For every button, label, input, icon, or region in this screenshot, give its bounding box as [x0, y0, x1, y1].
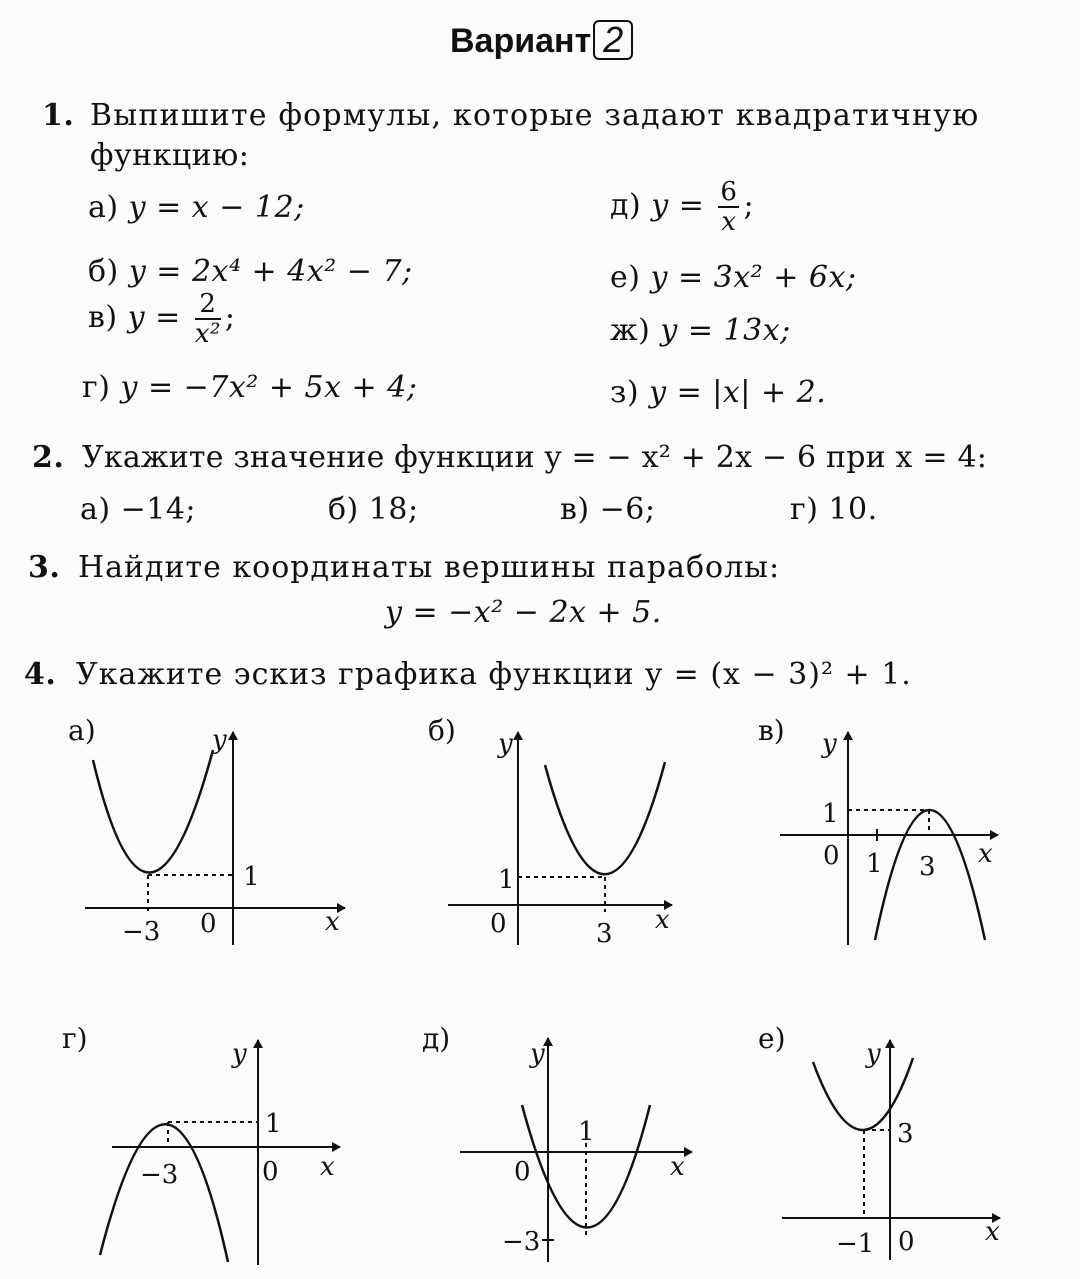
graph-a-tick-x: −3: [122, 917, 161, 947]
graph-d: [422, 1022, 692, 1262]
graph-g: [62, 1022, 340, 1265]
fraction: $\frac{6}{x}$: [720, 177, 738, 237]
parabola: [545, 762, 665, 874]
graph-b-label: б): [428, 714, 456, 747]
q1-text-line1: Выпишите формулы, которые задают квадратичную: [90, 98, 980, 133]
graph-b: [428, 714, 672, 949]
parabola: [100, 1124, 228, 1262]
graph-d-origin: 0: [514, 1157, 531, 1187]
q1-option-e: е) y = 3x² + 6x;: [610, 260, 857, 295]
title-number-box: 2: [593, 20, 633, 60]
q2-option-v: в) −6;: [560, 492, 656, 527]
graph-v-origin: 0: [823, 841, 840, 871]
graph-b-ylabel: y: [498, 729, 513, 759]
graph-b-tick-x: 3: [596, 919, 613, 949]
q2-text: Укажите значение функции y = − x² + 2x − 6 при x = 4:: [82, 440, 988, 475]
graph-a-ylabel: y: [212, 725, 227, 755]
parabola: [93, 750, 213, 873]
graph-d-tick-y: −3: [502, 1227, 541, 1257]
q1-option-v: в) y = $\frac{2}{\text{x²}}$ ;: [88, 289, 236, 349]
graph-e-origin: 0: [898, 1227, 915, 1257]
title-prefix: Вариант: [450, 22, 592, 60]
graph-b-xlabel: x: [655, 905, 670, 935]
q3-text: Найдите координаты вершины параболы:: [78, 550, 781, 585]
q1-option-a: а) y = x − 12;: [88, 190, 305, 225]
q1-number: 1.: [42, 98, 75, 133]
graph-g-ylabel: y: [232, 1039, 247, 1069]
graph-a-xlabel: x: [325, 907, 340, 937]
q1-option-zh: ж) y = 13x;: [610, 313, 791, 348]
graph-a: [68, 714, 345, 947]
graph-d-tick-x: 1: [578, 1117, 595, 1147]
graph-a-label: а): [68, 714, 96, 747]
q4-text: Укажите эскиз графика функции y = (x − 3)² + 1.: [76, 657, 912, 692]
graph-v-tick-x1: 1: [866, 849, 883, 879]
graph-e-tick-y: 3: [897, 1119, 914, 1149]
q2-option-b: б) 18;: [328, 492, 419, 527]
graph-v-label: в): [758, 714, 785, 747]
graph-v-tick-y: 1: [822, 799, 839, 829]
graph-e-xlabel: x: [985, 1217, 1000, 1247]
graph-v-tick-x2: 3: [919, 852, 936, 882]
graph-v-ylabel: y: [822, 729, 837, 759]
graph-d-ylabel: y: [530, 1039, 545, 1069]
graph-g-tick-y: 1: [265, 1109, 282, 1139]
graph-e: [758, 1022, 1000, 1260]
q3-formula: y = −x² − 2x + 5.: [385, 595, 662, 630]
q4-number: 4.: [24, 657, 57, 692]
graph-e-label: е): [758, 1022, 786, 1055]
q2-option-a: а) −14;: [80, 492, 197, 527]
q2-option-g: г) 10.: [790, 492, 878, 527]
graph-v-xlabel: x: [978, 839, 993, 869]
fraction: $\frac{2}{\text{x²}}$: [194, 289, 221, 349]
graph-g-tick-x: −3: [140, 1160, 179, 1190]
graph-g-label: г): [62, 1022, 88, 1055]
graph-d-xlabel: x: [670, 1152, 685, 1182]
graph-a-tick-y: 1: [243, 862, 260, 892]
graph-e-tick-x: −1: [836, 1229, 875, 1259]
q3-number: 3.: [28, 550, 61, 585]
graph-v: [758, 714, 998, 945]
q1-option-d: д) y = $\frac{6}{x}$ ;: [610, 177, 755, 237]
q1-option-z: з) y = |x| + 2.: [610, 375, 827, 410]
graph-a-origin: 0: [200, 909, 217, 939]
graph-g-origin: 0: [262, 1157, 279, 1187]
q1-option-b: б) y = 2x⁴ + 4x² − 7;: [88, 254, 413, 289]
graph-b-origin: 0: [490, 909, 507, 939]
q1-option-g: г) y = −7x² + 5x + 4;: [82, 370, 418, 405]
graph-d-label: д): [422, 1022, 451, 1055]
q1-text-line2: функцию:: [90, 138, 250, 173]
graph-g-xlabel: x: [320, 1152, 335, 1182]
graph-b-tick-y: 1: [498, 865, 515, 895]
graph-e-ylabel: y: [866, 1039, 881, 1069]
q2-number: 2.: [32, 440, 65, 475]
